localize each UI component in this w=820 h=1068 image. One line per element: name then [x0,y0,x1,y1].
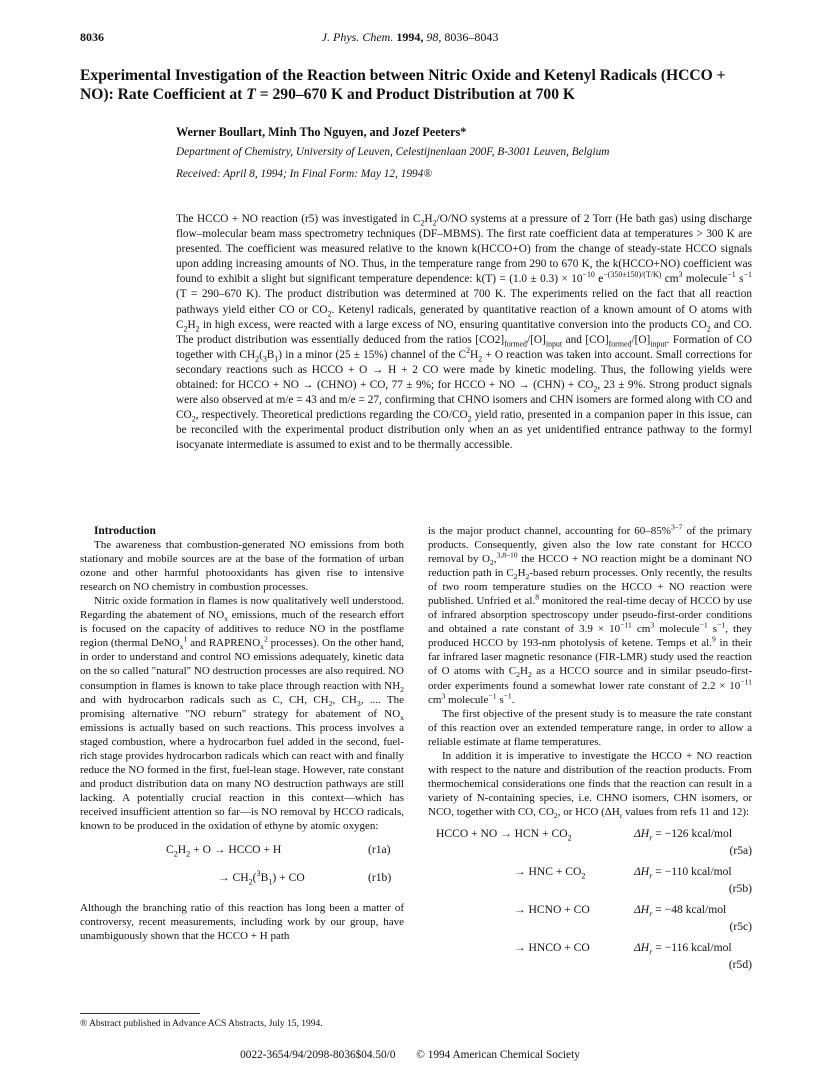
journal-name: J. Phys. Chem. [321,30,394,44]
superscript: 9 [711,634,716,644]
subscript: x [179,642,184,652]
subscript: x [260,642,265,652]
paragraph-text: molecule [654,623,700,636]
page-footer [0,1049,820,1061]
right-paragraph-1 [428,524,752,707]
subscript: 2 [327,308,332,318]
abstract-text: s [735,273,744,286]
reaction-equation [436,827,572,841]
delta-h: ΔH [634,902,650,916]
subscript: r [649,909,653,919]
reaction-row [428,903,752,941]
abstract-text: , 23 ± 9%. Strong product signals were also observed at m/e = 43 and m/e = 27, confirming that CHNO isomers and CHN isomers are formed along with CO and CO [176,379,752,422]
paragraph-text: H [519,665,528,678]
enthalpy-value: = −116 kcal/mol [652,940,732,954]
abstract-text: cm [661,273,679,286]
abstract-text: H [470,348,479,361]
superscript: 1 [183,634,188,644]
paragraph-text: and with hydrocarbon radicals such as C, CH, CH [80,693,329,706]
reaction-lhs: HCCO + NO → HCN + CO [436,826,568,840]
paragraph-text: , .... The promising alternative "NO reburn" strategy for abatement of NO [80,693,405,720]
subscript: x [400,712,404,722]
enthalpy-value: = −126 kcal/mol [652,826,733,840]
subscript: x [224,614,228,624]
abstract-text: + O reaction was taken into account. Small corrections for secondary reactions such as HCCO + O → H + 2 CO were made by kinetic modeling. Thus, the following yields were obtained: for HCCO + NO → (CHNO) + CO, 77 ± 9%; for HCCO + NO → (CHN) + CO [176,348,752,392]
paragraph-text: , [493,553,497,566]
enthalpy-value: = −110 kcal/mol [652,864,732,878]
right-column [428,524,752,979]
paragraph-text: , CH [332,693,357,706]
abstract-text: H [424,213,433,225]
received-dates: Received: April 8, 1994; In Final Form: May 12, 1994® [176,168,432,180]
delta-h: ΔH [634,940,650,954]
equation-label: (r1a) [368,843,391,857]
subscript: 2 [255,354,260,364]
subscript: formed [608,339,632,348]
abstract-text: and CO. The product distribution was essentially deduced from the ratios [CO2] [176,318,752,346]
reaction-label: (r5a) [729,843,752,857]
paragraph-text: monitored the real-time decay of HCCO by use of infrared absorption spectroscopy under pseudo-first-order conditions and obtained a rate constant of 3.9 × 10 [428,595,752,636]
eq-part: C [166,843,174,857]
reaction-enthalpy [634,941,732,955]
abstract-text: . Ketenyl radicals, generated by quantitative reaction of a known amount of O atoms with C [176,303,752,331]
superscript: −1 [717,620,726,630]
journal-volume: 98, [426,30,442,44]
paragraph-text: , or HCO (ΔH [557,805,620,818]
subscript: 1 [274,354,279,364]
abstract-text: , respectively. Theoretical predictions regarding the CO/CO [195,409,468,422]
paragraph-text: and RAPRENO [187,637,261,650]
abstract-text: The HCCO + NO reaction (r5) was investigated in C [176,213,421,225]
subscript: 2 [567,833,572,843]
paragraph-text: s [496,693,504,706]
title-part: = 290–670 K and Product Distribution at 700 K [255,86,576,103]
paragraph-text: Nitric oxide formation in flames is now qualitatively well understood. Regarding the abatement of NO [80,595,404,622]
eq-part: + O → HCCO + H [190,843,282,857]
paragraph-text: H [517,567,526,580]
superscript: 2 [264,634,268,644]
equation-r1b [80,871,404,893]
paragraph-text: cm [428,693,442,706]
superscript: 3–7 [670,522,683,532]
reaction-lhs: → HCNO + CO [514,902,590,916]
subscript: 3 [356,698,361,708]
subscript: 2 [186,849,191,859]
reaction-enthalpy [634,827,732,841]
subscript: 2 [489,558,494,568]
subscript: input [545,339,563,348]
reaction-label: (r5d) [728,957,752,971]
enthalpy-value: = −48 kcal/mol [652,902,727,916]
subscript: 2 [513,572,518,582]
paragraph-text: the HCCO + NO reaction might be a dominant NO reduction path in C [428,553,753,580]
paragraph-text: processes). On the other hand, in order to understand and control NO emissions adequately, kinetic data on the so called "natural" NO destruction processes are also required. NO consumption in flames is known to take place through reaction with NH [80,637,404,692]
page-number: 8036 [80,30,104,44]
subscript: 2 [467,414,472,424]
superscript: 3,8–10 [496,550,518,560]
superscript: −1 [503,690,512,700]
article-code: 0022-3654/94/2098-8036$04.50/0 [240,1049,396,1061]
superscript: −11 [740,676,752,686]
abstract-text: molecule [682,273,728,286]
spacer [80,833,404,843]
subscript: 2 [581,871,586,881]
eq-part: B [260,871,269,885]
eq-part: ) + CO [272,871,305,885]
subscript: 2 [173,849,178,859]
intro-paragraph-3: Although the branching ratio of this reaction has long been a matter of controversy, recent measurements, including work by our group, have unambiguously shown that the HCCO + H path [80,902,404,943]
subscript: 2 [400,684,404,694]
equation-label: (r1b) [368,871,392,885]
affiliation: Department of Chemistry, University of Leuven, Celestijnenlaan 200F, B-3001 Leuven, Belgium [176,146,610,158]
reaction-lhs: → HNCO + CO [514,940,590,954]
delta-h: ΔH [634,864,650,878]
subscript: r [649,871,653,881]
subscript: 2 [525,572,530,582]
right-paragraph-2: The first objective of the present study is to measure the rate constant of this reaction over an extended temperature range, in order to allow a reliable estimate at flame temperatures. [428,707,752,748]
subscript: 2 [248,877,253,887]
footnote: ® Abstract published in Advance ACS Abstracts, July 15, 1994. [80,1019,323,1029]
superscript: 3 [678,270,683,280]
reaction-equation [514,903,590,917]
abstract-text: (T = 290–670 K). The product distribution was determined at 700 K. The experiments relied on the fact that all reaction pathways yield either CO or CO [176,288,752,316]
paragraph-text: molecule [445,693,489,706]
abstract-text: yield ratio, presented in a companion paper in this issue, can be reconciled with the experimental product distribution only when an as yet unidentified entrance pathway to the formyl isocyanate intermediate is assumed to exist and to be thermally accessible. [176,409,752,452]
equation-r1a [80,843,404,865]
abstract-text: ( [259,348,263,361]
reaction-row [428,865,752,903]
paragraph-text: , they produced HCCO by 193-nm photolysis of ketene. Temps et al. [428,623,752,650]
subscript: 2 [593,384,598,394]
reaction-label: (r5c) [729,919,752,933]
paragraph-text: is the major product channel, accounting for 60–85% [428,525,671,537]
reaction-row [428,827,752,865]
superscript: −1 [699,620,708,630]
abstract-text: /[O] [527,333,546,346]
right-paragraph-3 [428,749,752,819]
paper-title [80,66,752,104]
paragraph-text: as a HCCO source and in similar pseudo-first-order experiments found a somewhat lower rate constant of 2.2 × 10 [428,665,753,692]
superscript: 2 [466,346,471,356]
reaction-enthalpy [634,865,732,879]
superscript: 8 [535,592,540,602]
superscript: −1 [488,690,497,700]
author-list: Werner Boullart, Minh Tho Nguyen, and Jozef Peeters* [176,125,467,139]
abstract-text: /O/NO systems at a pressure of 2 Torr (He bath gas) using discharge flow–molecular beam mass spectrometry techniques (DF–MBMS). The first rate coefficient data at temperatures > 300 K are presented. The coefficient was measured relative to the known k(HCCO+O) from the change of steady-state HCCO signals upon adding increasing amounts of NO. Thus, in the temperature range from 290 to 670 K, the k(HCCO+NO) coefficient was found to exhibit a slight but significant temperature dependence: k(T) = (1.0 ± 0.3) × 10 [176,213,752,286]
spacer [428,819,752,827]
subscript: 1 [268,877,273,887]
superscript: −11 [620,620,632,630]
paragraph-text: cm [631,623,651,636]
superscript: −(350±150)/(T/K) [603,270,662,280]
delta-h: ΔH [634,826,650,840]
paragraph-text: In addition it is imperative to investigate the HCCO + NO reaction with respect to the nature and distribution of the reaction products. From thermochemical considerations one finds that the reaction can result in a variety of N-containing species, i.e. CHNO isomers, CHN isomers, or NCO, together with CO, CO [428,749,752,818]
reaction-equation [514,941,590,955]
abstract-text: and [CO] [562,333,609,346]
subscript: 2 [478,354,483,364]
abstract-text: ) in a minor (25 ± 15%) channel of the C [278,348,467,361]
subscript: 2 [432,218,437,228]
reaction-list-r5 [428,827,752,979]
subscript: 2 [706,323,711,333]
superscript: 3 [441,690,446,700]
subscript: formed [504,339,527,348]
paragraph-text: in their far infrared laser magnetic resonance (FIR-LMR) study used the reaction of O atoms with C [428,637,753,678]
section-heading-introduction: Introduction [94,525,156,537]
subscript: 2 [420,218,425,228]
equation-text [218,871,305,885]
title-italic-t: T [246,86,256,103]
reaction-label: (r5b) [728,881,752,895]
left-column [80,524,404,943]
abstract-text: . Formation of CO together with CH [176,333,752,361]
subscript: r [619,811,623,821]
abstract-text: H [187,318,196,331]
footnote-rule [80,1013,200,1014]
equation-text [166,843,281,857]
superscript: 3 [650,620,655,630]
superscript: −1 [743,270,752,280]
paragraph-text: -based reburn processes. Only recently, the results of two room temperature studies on the HCCO + NO reaction were published. Unfried et al. [428,567,753,608]
abstract [176,212,752,454]
superscript: −1 [727,270,736,280]
abstract-text: e [594,273,604,286]
eq-part: ( [252,871,257,885]
abstract-text: in high excess, were reacted with a large excess of NO, ensuring quantitative conversion into the products CO [199,318,707,331]
reaction-lhs: → HNC + CO [514,864,582,878]
subscript: 2 [516,670,520,680]
subscript: 2 [553,811,558,821]
paragraph-text: emissions, much of the research effort is focused on the capacity of additives to reduce NO in the postflame region (thermal DeNO [80,609,404,650]
reaction-equation [514,865,585,879]
copyright: © 1994 American Chemical Society [416,1049,580,1061]
spacer [80,893,404,901]
intro-paragraph-2 [80,594,404,833]
abstract-text: /[O] [631,333,651,346]
paragraph-text: of the primary products. Consequently, given also the low rate constant for HCCO removal by O [428,525,752,566]
superscript: −10 [582,270,595,280]
reaction-enthalpy [634,903,726,917]
paragraph-text: emissions is actually based on such reactions. This process involves a staged combustion, where a hydrocarbon fuel added in the second, fuel-rich stage provides hydrocarbon radicals which can react with and finally reduce the NO formed in the first, fuel-lean stage. However, rate constant and product distribution data on many NO destruction pathways are still lacking. A potentially crucial reaction in this context—which has received insufficient attention so far—is NO removal by HCCO radicals, known to be produced in the oxidation of ethyne by atomic oxygen: [80,721,404,832]
paragraph-text: s [707,623,718,636]
journal-citation [0,30,820,45]
eq-part: H [177,843,187,857]
subscript: 2 [183,323,188,333]
subscript: 2 [527,670,532,680]
journal-pages: 8036–8043 [444,30,499,44]
subscript: r [649,947,653,957]
journal-year: 1994, [396,30,424,44]
subscript: 2 [191,414,196,424]
eq-part: → CH [218,871,249,885]
subscript: 3 [262,354,267,364]
subscript: 2 [195,323,200,333]
title-part: Experimental Investigation of the Reaction between Nitric Oxide and Ketenyl Radicals (HCCO + NO): Rate Coefficient at [80,67,726,103]
superscript: 3 [256,869,261,879]
abstract-text: B [266,348,275,361]
subscript: r [649,833,653,843]
paragraph-text: . [511,693,515,706]
intro-paragraph-1: The awareness that combustion-generated NO emissions from both stationary and mobile sources are at the base of the formation of urban ozone and other harmful photooxidants has given rise to intensive research on NO chemistry in combustion processes. [80,539,404,594]
paragraph-text: values from refs 11 and 12): [622,805,750,818]
subscript: input [650,339,667,348]
reaction-row [428,941,752,979]
subscript: 2 [328,698,333,708]
